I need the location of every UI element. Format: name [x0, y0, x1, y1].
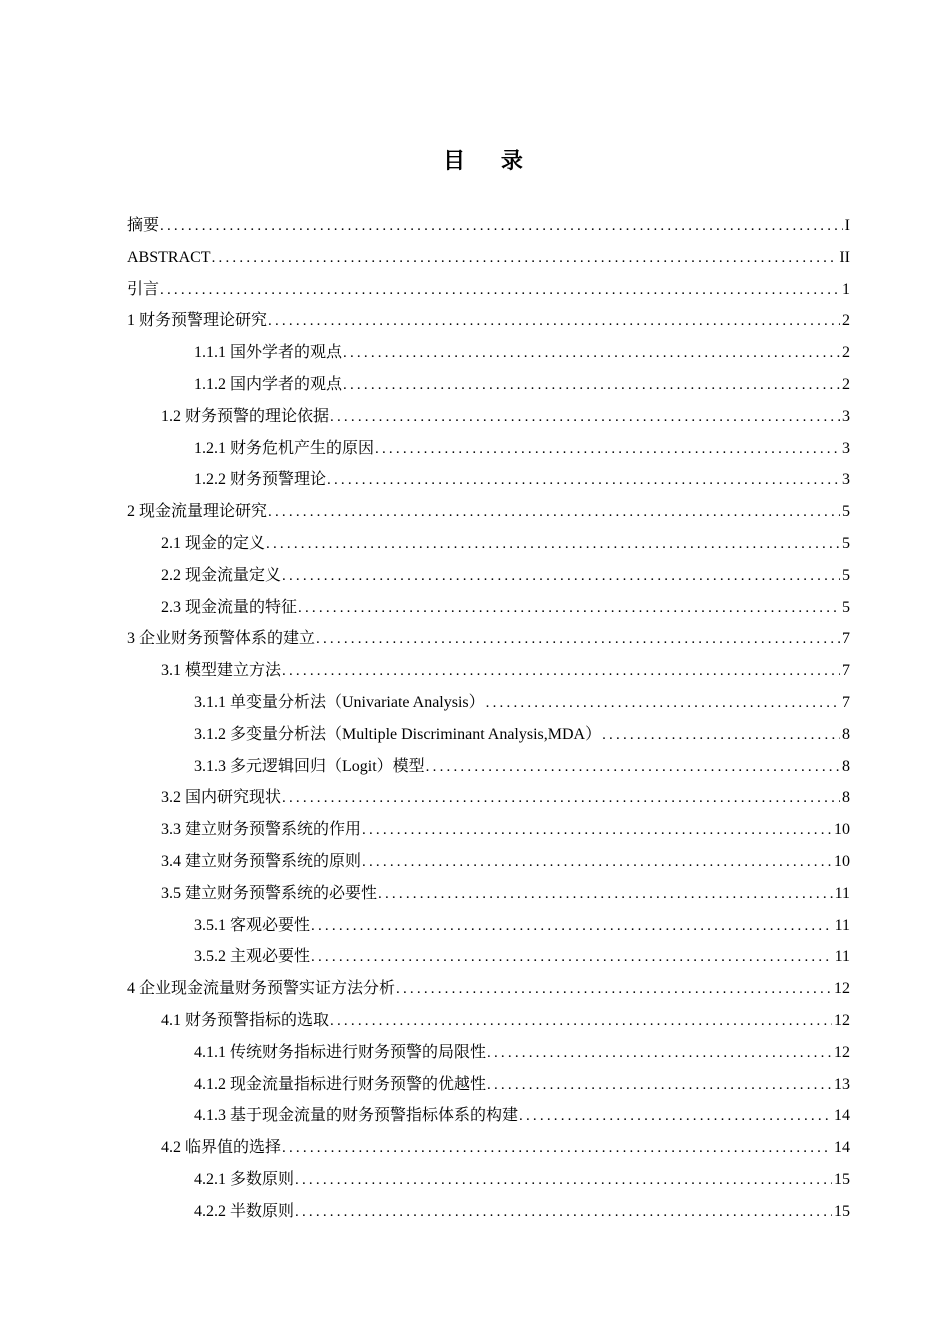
toc-entry-label: 3.5.1 客观必要性	[194, 916, 311, 934]
toc-entry[interactable]	[127, 1132, 850, 1164]
toc-entry[interactable]	[127, 337, 850, 369]
toc-entry-label: 4.2 临界值的选择	[161, 1139, 282, 1157]
toc-entry[interactable]	[127, 242, 850, 274]
toc-leader-dots	[266, 529, 840, 561]
toc-entry-label: 摘要	[127, 217, 160, 234]
toc-entry-label: 3.5 建立财务预警系统的必要性	[161, 884, 378, 902]
toc-entry-label: 3.2 国内研究现状	[161, 789, 282, 807]
toc-entry[interactable]	[127, 1100, 850, 1132]
toc-entry-label: 3.3 建立财务预警系统的作用	[161, 821, 362, 839]
toc-entry-page: 7	[842, 630, 850, 648]
toc-leader-dots	[282, 561, 840, 593]
toc-entry[interactable]	[127, 719, 850, 751]
toc-entry[interactable]	[127, 274, 850, 306]
toc-entry[interactable]	[127, 1037, 850, 1069]
toc-entry-page: I	[844, 217, 850, 234]
toc-entry-label: 4.2.2 半数原则	[194, 1202, 295, 1220]
toc-entry[interactable]	[127, 369, 850, 401]
toc-entry-page: 7	[842, 662, 850, 680]
toc-entry-label: 3.1.3 多元逻辑回归（Logit）模型	[194, 757, 425, 775]
toc-leader-dots	[378, 879, 833, 911]
toc-entry-label: 3 企业财务预警体系的建立	[127, 630, 316, 648]
toc-leader-dots	[362, 815, 832, 847]
toc-entry-page: 5	[842, 566, 850, 584]
toc-entry[interactable]	[127, 623, 850, 655]
toc-entry-label: 4 企业现金流量财务预警实证方法分析	[127, 980, 396, 998]
toc-entry[interactable]	[127, 1164, 850, 1196]
toc-entry-page: 11	[834, 916, 850, 934]
toc-entry-label: 4.1.3 基于现金流量的财务预警指标体系的构建	[194, 1107, 519, 1125]
toc-leader-dots	[426, 752, 840, 784]
toc-entry-page: 14	[834, 1139, 850, 1157]
toc-leader-dots	[327, 465, 840, 497]
toc-leader-dots	[295, 1165, 832, 1197]
toc-entry-page: II	[839, 248, 850, 266]
toc-entry-page: 3	[842, 439, 850, 457]
toc-entry[interactable]	[127, 941, 850, 973]
toc-leader-dots	[330, 402, 840, 434]
toc-leader-dots	[268, 497, 840, 529]
toc-entry[interactable]	[127, 1196, 850, 1228]
toc-entry[interactable]	[127, 560, 850, 592]
toc-entry-page: 8	[842, 789, 850, 807]
toc-entry-page: 13	[834, 1075, 850, 1093]
toc-entry-page: 12	[834, 1043, 850, 1061]
toc-leader-dots	[487, 1038, 832, 1070]
toc-entry-page: 1	[842, 280, 850, 298]
toc-entry[interactable]	[127, 305, 850, 337]
toc-entry-label: 3.1 模型建立方法	[161, 662, 282, 680]
toc-entry[interactable]	[127, 814, 850, 846]
toc-leader-dots	[212, 243, 838, 275]
toc-leader-dots	[487, 1070, 832, 1102]
toc-entry-label: 1.2.2 财务预警理论	[194, 471, 327, 489]
toc-entry-label: 2.2 现金流量定义	[161, 566, 282, 584]
toc-entry-page: 2	[842, 375, 850, 393]
toc-leader-dots	[343, 370, 840, 402]
toc-entry-label: 3.5.2 主观必要性	[194, 948, 311, 966]
toc-leader-dots	[519, 1101, 832, 1133]
toc-entry[interactable]	[127, 1005, 850, 1037]
toc-entry-label: 2.1 现金的定义	[161, 534, 266, 552]
toc-entry-page: 14	[834, 1107, 850, 1125]
toc-entry-page: 8	[842, 725, 850, 743]
toc-entry-label: 4.1 财务预警指标的选取	[161, 1011, 330, 1029]
toc-entry-page: 2	[842, 344, 850, 362]
toc-leader-dots	[330, 1006, 832, 1038]
toc-entry-label: 3.1.1 单变量分析法（Univariate Analysis）	[194, 693, 485, 711]
toc-entry-label: 3.1.2 多变量分析法（Multiple Discriminant Analysis,MDA）	[194, 725, 602, 743]
toc-leader-dots	[282, 783, 840, 815]
toc-entry-label: 4.1.1 传统财务指标进行财务预警的局限性	[194, 1043, 487, 1061]
toc-title: 目 录	[443, 149, 537, 174]
toc-entry[interactable]	[127, 1069, 850, 1101]
toc-entry-label: 2 现金流量理论研究	[127, 503, 268, 521]
toc-entry[interactable]	[127, 973, 850, 1005]
toc-entry-label: 1.2.1 财务危机产生的原因	[194, 439, 375, 457]
toc-leader-dots	[160, 275, 840, 307]
toc-entry-label: 1.1.2 国内学者的观点	[194, 375, 343, 393]
toc-list	[127, 210, 850, 1228]
toc-entry-label: 引言	[127, 280, 160, 298]
toc-entry-page: 2	[842, 312, 850, 330]
toc-entry[interactable]	[127, 687, 850, 719]
toc-leader-dots	[295, 1197, 832, 1229]
toc-entry-page: 12	[834, 980, 850, 998]
toc-entry-label: 2.3 现金流量的特征	[161, 598, 298, 616]
toc-leader-dots	[282, 1133, 832, 1165]
toc-leader-dots	[486, 688, 840, 720]
toc-entry-label: 1 财务预警理论研究	[127, 312, 268, 330]
toc-entry-page: 5	[842, 503, 850, 521]
toc-entry[interactable]	[127, 782, 850, 814]
toc-entry[interactable]	[127, 433, 850, 465]
toc-entry[interactable]	[127, 655, 850, 687]
toc-entry-label: 4.2.1 多数原则	[194, 1170, 295, 1188]
toc-leader-dots	[375, 434, 840, 466]
toc-entry[interactable]	[127, 592, 850, 624]
toc-entry-page: 12	[834, 1011, 850, 1029]
toc-entry-label: ABSTRACT	[127, 248, 211, 266]
toc-entry[interactable]	[127, 910, 850, 942]
toc-leader-dots	[316, 624, 840, 656]
toc-entry-page: 11	[834, 884, 850, 902]
toc-entry-page: 8	[842, 757, 850, 775]
toc-entry[interactable]	[127, 528, 850, 560]
toc-entry-page: 5	[842, 534, 850, 552]
toc-entry-label: 4.1.2 现金流量指标进行财务预警的优越性	[194, 1075, 487, 1093]
toc-leader-dots	[160, 211, 843, 243]
toc-leader-dots	[298, 593, 840, 625]
toc-leader-dots	[268, 306, 840, 338]
toc-entry-page: 7	[842, 693, 850, 711]
toc-entry[interactable]	[127, 878, 850, 910]
toc-leader-dots	[396, 974, 832, 1006]
toc-entry-page: 15	[834, 1170, 850, 1188]
toc-leader-dots	[602, 720, 840, 752]
toc-leader-dots	[362, 847, 832, 879]
toc-entry-label: 3.4 建立财务预警系统的原则	[161, 852, 362, 870]
toc-leader-dots	[343, 338, 840, 370]
toc-entry[interactable]	[127, 210, 850, 242]
toc-entry-label: 1.2 财务预警的理论依据	[161, 407, 330, 425]
toc-entry[interactable]	[127, 496, 850, 528]
toc-entry-page: 11	[834, 948, 850, 966]
toc-entry-page: 10	[834, 852, 850, 870]
toc-leader-dots	[311, 942, 833, 974]
toc-entry-page: 3	[842, 407, 850, 425]
toc-entry-page: 15	[834, 1202, 850, 1220]
toc-entry-page: 5	[842, 598, 850, 616]
toc-entry[interactable]	[127, 846, 850, 878]
toc-entry-label: 1.1.1 国外学者的观点	[194, 344, 343, 362]
toc-entry[interactable]	[127, 464, 850, 496]
toc-leader-dots	[311, 911, 833, 943]
toc-entry-page: 3	[842, 471, 850, 489]
toc-entry[interactable]	[127, 751, 850, 783]
toc-entry-page: 10	[834, 821, 850, 839]
toc-entry[interactable]	[127, 401, 850, 433]
toc-leader-dots	[282, 656, 840, 688]
